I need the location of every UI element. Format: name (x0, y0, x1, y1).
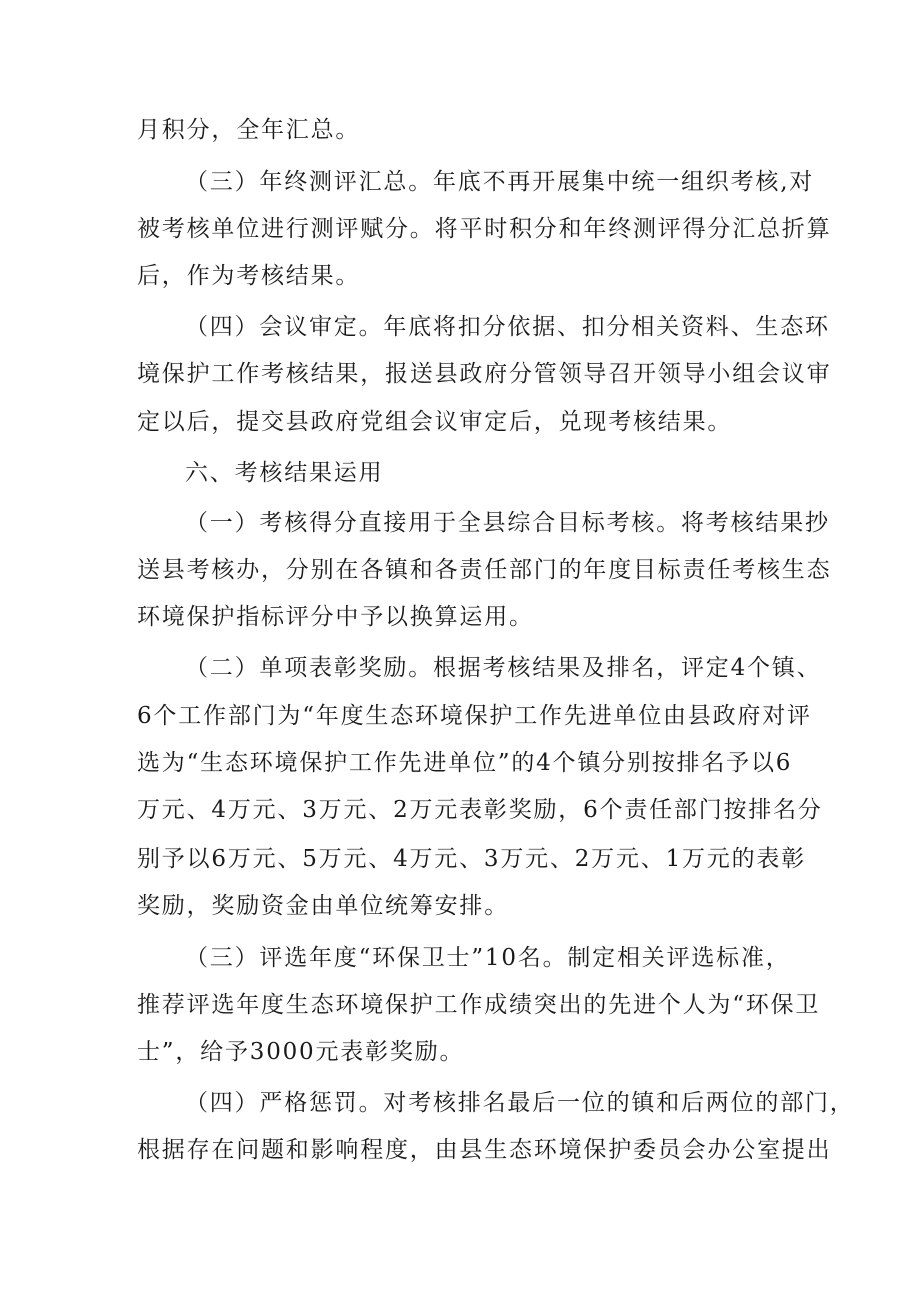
paragraph-line: 根据存在问题和影响程度，由县生态环境保护委员会办公室提出 (137, 1137, 832, 1163)
section-heading: 六、考核结果运用 (185, 460, 384, 486)
paragraph-line: 定以后，提交县政府党组会议审定后，兑现考核结果。 (137, 409, 733, 435)
paragraph-line: （四）会议审定。年底将扣分依据、扣分相关资料、生态环 (185, 314, 830, 340)
paragraph-line: （一）考核得分直接用于全县综合目标考核。将考核结果抄 (185, 510, 830, 536)
paragraph-line: （二）单项表彰奖励。根据考核结果及排名，评定4个镇、 (185, 655, 822, 681)
paragraph-line: 推荐评选年度生态环境保护工作成绩突出的先进个人为“环保卫 (137, 992, 821, 1018)
paragraph-line: 境保护工作考核结果，报送县政府分管领导召开领导小组会议审 (137, 361, 832, 387)
paragraph-line: 奖励，奖励资金由单位统筹安排。 (137, 893, 509, 919)
paragraph-line: 送县考核办，分别在各镇和各责任部门的年度目标责任考核生态 (137, 557, 832, 583)
paragraph-line: 6个工作部门为“年度生态环境保护工作先进单位由县政府对评 (137, 703, 812, 729)
paragraph-line: （三）年终测评汇总。年底不再开展集中统一组织考核,对 (185, 169, 815, 195)
paragraph-line: 别予以6万元、5万元、4万元、3万元、2万元、1万元的表彰 (137, 846, 806, 872)
paragraph-line: 士”，给予3000元表彰奖励。 (137, 1039, 465, 1065)
paragraph-line: 环境保护指标评分中予以换算运用。 (137, 604, 534, 630)
paragraph-line: （四）严格惩罚。对考核排名最后一位的镇和后两位的部门， (185, 1090, 855, 1116)
paragraph-line: 月积分，全年汇总。 (137, 117, 361, 143)
paragraph-line: （三）评选年度“环保卫士”10名。制定相关评选标准， (185, 945, 791, 971)
paragraph-line: 后，作为考核结果。 (137, 263, 361, 289)
paragraph-line: 选为“生态环境保护工作先进单位”的4个镇分别按排名予以6 (137, 750, 793, 776)
paragraph-line: 被考核单位进行测评赋分。将平时积分和年终测评得分汇总折算 (137, 216, 832, 242)
paragraph-line: 万元、4万元、3万元、2万元表彰奖励，6个责任部门按排名分 (137, 797, 823, 823)
